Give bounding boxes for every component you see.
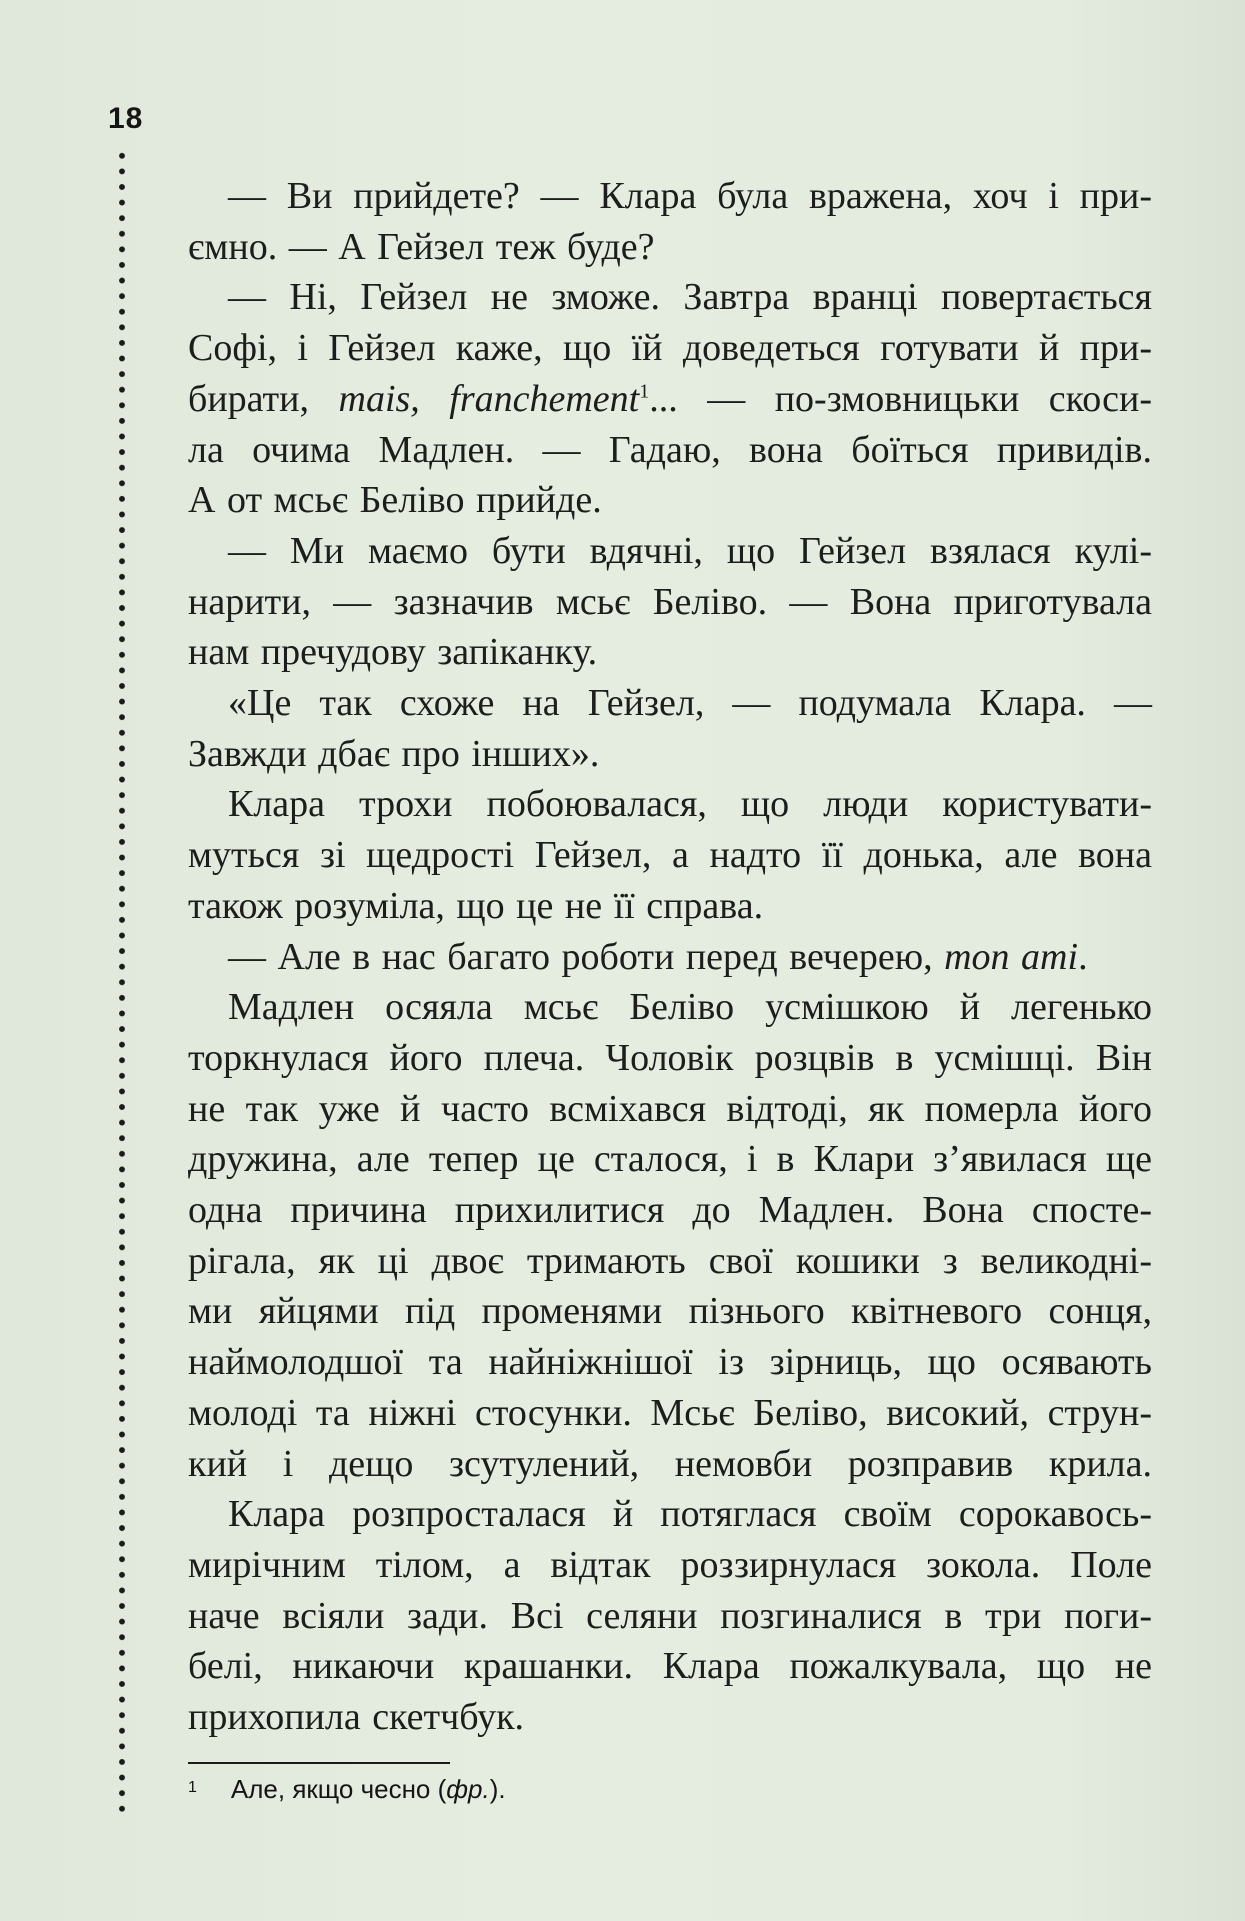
text-line: мирічним тілом, а відтак роззирнулася зокола. Поле bbox=[188, 1543, 1152, 1586]
text-line: ми яйцями під променями пізнього квітневого сонця, bbox=[188, 1290, 1152, 1333]
text-line: А от мсьє Беліво прийде. bbox=[188, 479, 602, 522]
text-line: «Це так схоже на Гейзел, — подумала Клара. — bbox=[228, 682, 1152, 725]
text-line: нарити, — зазначив мсьє Беліво. — Вона приготувала bbox=[188, 580, 1152, 623]
text-line: кий і дещо зсутулений, немовби розправив крила. bbox=[188, 1442, 1152, 1485]
text-segment: бирати, bbox=[188, 377, 339, 420]
body-text bbox=[188, 171, 1152, 1743]
text-line: прихопила скетчбук. bbox=[188, 1696, 525, 1739]
page-number: 18 bbox=[108, 102, 144, 135]
text-line: ла очима Мадлен. — Гадаю, вона боїться привидів. bbox=[188, 428, 1152, 471]
text-line: нам пречудову запіканку. bbox=[188, 631, 598, 674]
text-line: — Ви прийдете? — Клара була вражена, хоч і при- bbox=[228, 175, 1152, 217]
text-line: Завжди дбає про інших». bbox=[188, 732, 600, 775]
footnote bbox=[188, 1774, 506, 1805]
text-line: белі, никаючи крашанки. Клара пожалкувала, що не bbox=[188, 1645, 1152, 1688]
text-line: муться зі щедрості Гейзел, а надто її донька, але вона bbox=[188, 834, 1152, 877]
text-line bbox=[188, 932, 1152, 983]
text-segment: ... — по-змовницьки скоси- bbox=[649, 377, 1153, 420]
text-segment: — Але в нас багато роботи перед вечерею, bbox=[228, 935, 945, 978]
text-line: рігала, як ці двоє тримають свої кошики з великодні- bbox=[188, 1239, 1152, 1282]
text-line: дружина, але тепер це сталося, і в Клари з’явилася ще bbox=[188, 1138, 1152, 1181]
text-line: ємно. — А Гейзел теж буде? bbox=[188, 225, 655, 268]
text-line bbox=[188, 374, 1152, 425]
text-line: Мадлен осяяла мсьє Беліво усмішкою й легенько bbox=[228, 986, 1152, 1029]
text-line: також розуміла, що це не її справа. bbox=[188, 884, 764, 927]
text-line: Клара розпросталася й потяглася своїм сорокавось- bbox=[228, 1493, 1152, 1536]
foreign-phrase: mon ami bbox=[944, 935, 1079, 978]
text-line: наче всіяли зади. Всі селяни позгиналися в три поги- bbox=[188, 1594, 1152, 1637]
footnote-reference: 1 bbox=[639, 380, 650, 403]
text-line: не так уже й часто всміхався відтоді, як померла його bbox=[188, 1087, 1152, 1130]
footnote-italic: фр. bbox=[446, 1774, 490, 1804]
text-segment: . bbox=[1078, 935, 1088, 978]
foreign-phrase: mais, franchement bbox=[338, 377, 640, 420]
text-line: — Ми маємо бути вдячні, що Гейзел взялася кулі- bbox=[228, 529, 1152, 572]
text-line: одна причина прихилитися до Мадлен. Вона спосте- bbox=[188, 1189, 1152, 1232]
footnote-text-after: ). bbox=[489, 1774, 506, 1804]
footnote-rule bbox=[188, 1762, 450, 1764]
footnote-text-before: Але, якщо чесно ( bbox=[230, 1774, 447, 1804]
text-line: — Ні, Гейзел не зможе. Завтра вранці повертається bbox=[228, 276, 1152, 319]
dotted-margin-rule bbox=[117, 148, 127, 1818]
text-line: Клара трохи побоювалася, що люди користувати- bbox=[228, 783, 1152, 826]
text-line: Софі, і Гейзел каже, що їй доведеться готувати й при- bbox=[188, 327, 1152, 370]
text-line: торкнулася його плеча. Чоловік розцвів в усмішці. Він bbox=[188, 1036, 1152, 1079]
footnote-number: 1 bbox=[188, 1779, 197, 1796]
text-line: наймолодшої та найніжнішої із зірниць, що осявають bbox=[188, 1341, 1152, 1384]
text-line: молоді та ніжні стосунки. Мсьє Беліво, високий, струн- bbox=[188, 1391, 1152, 1434]
